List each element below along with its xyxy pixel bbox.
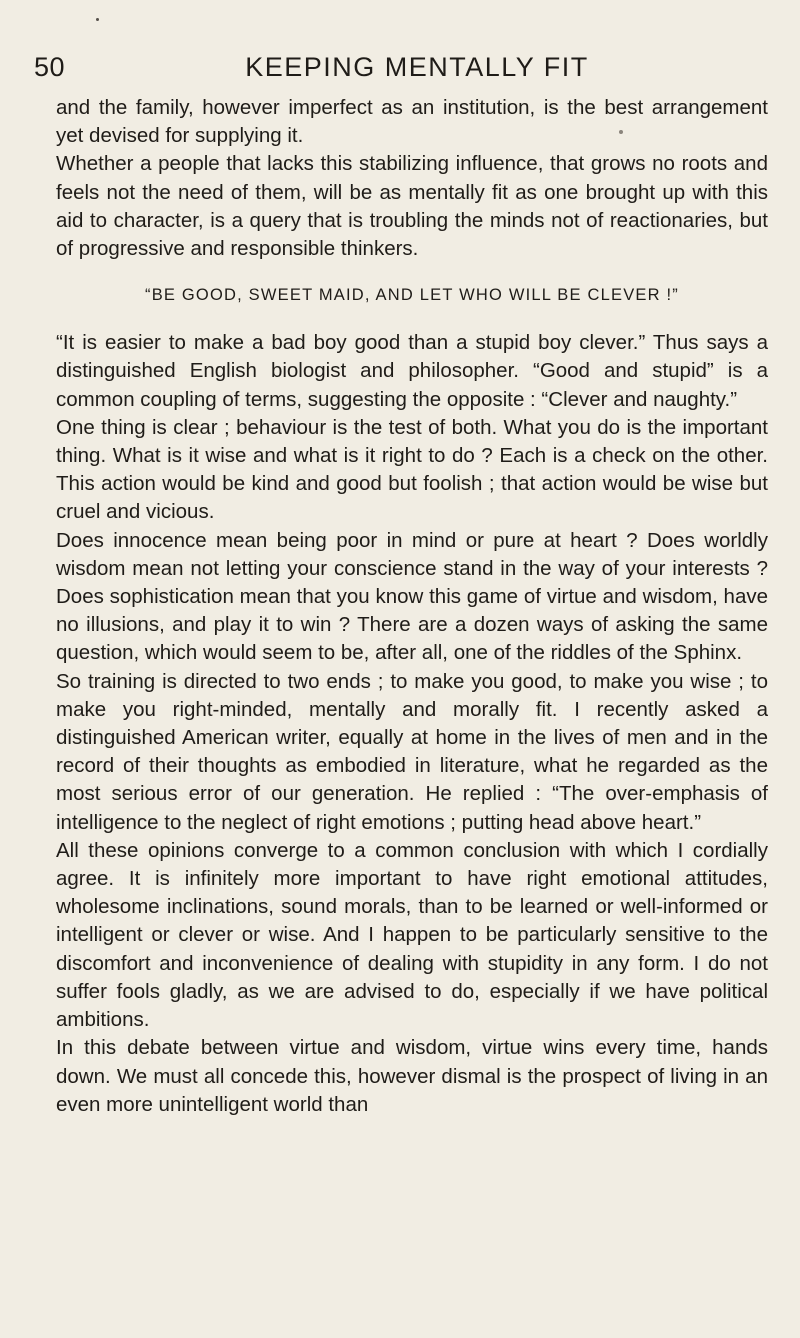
paragraph: and the family, however imperfect as an institution, is the best arrangement yet devised for supplying it. <box>56 96 768 148</box>
section-heading: “BE GOOD, SWEET MAID, AND LET WHO WILL BE CLEVER !” <box>145 286 679 305</box>
paragraph: In this debate between virtue and wisdom, virtue wins every time, hands down. We must all concede this, however dismal is the prospect of living in an even more unintelligent world than <box>56 1036 768 1116</box>
paragraph: One thing is clear ; behaviour is the test of both. What you do is the important thing. What is it wise and what is it right to do ? Each is a check on the other. This action would be kind and good but foolish ; that action would be wise but cruel and vicious. <box>56 415 768 524</box>
body-text <box>56 94 768 1119</box>
paragraph: Whether a people that lacks this stabilizing influence, that grows no roots and feels not the need of them, will be as mentally fit as one brought up with this aid to character, is a query that is troubling the minds not of reactionaries, but of progressive and responsible thinkers. <box>56 152 768 261</box>
ink-speck <box>96 18 99 21</box>
page-header <box>34 52 770 92</box>
paragraph: “It is easier to make a bad boy good than a stupid boy clever.” Thus says a distinguished English biologist and philosopher. “Good and stupid” is a common coupling of terms, suggesting the opposite : “Clever and naughty.” <box>56 331 768 411</box>
paragraph: So training is directed to two ends ; to make you good, to make you wise ; to make you right-minded, mentally and morally fit. I recently asked a distinguished American writer, equally at home in the lives of men and in the record of their thoughts as embodied in literature, what he regarded as the most serious error of our generation. He replied : “The over-emphasis of intelligence to the neglect of right emotions ; putting head above heart.” <box>56 669 768 834</box>
page-number: 50 <box>34 52 66 82</box>
paragraph: Does innocence mean being poor in mind or pure at heart ? Does worldly wisdom mean not letting your conscience stand in the way of your interests ? Does sophistication mean that you know this game of virtue and wisdom, have no illusions, and play it to win ? There are a dozen ways of asking the same question, which would seem to be, after all, one of the riddles of the Sphinx. <box>56 528 768 665</box>
running-title: KEEPING MENTALLY FIT <box>245 52 589 82</box>
paragraph: All these opinions converge to a common conclusion with which I cordially agree. It is infinitely more important to have right emotional attitudes, wholesome inclinations, sound morals, than to be learned or well-informed or intelligent or clever or wise. And I happen to be particularly sensitive to the discomfort and inconvenience of dealing with stupidity in any form. I do not suffer fools gladly, as we are advised to do, especially if we have political ambitions. <box>56 838 768 1032</box>
